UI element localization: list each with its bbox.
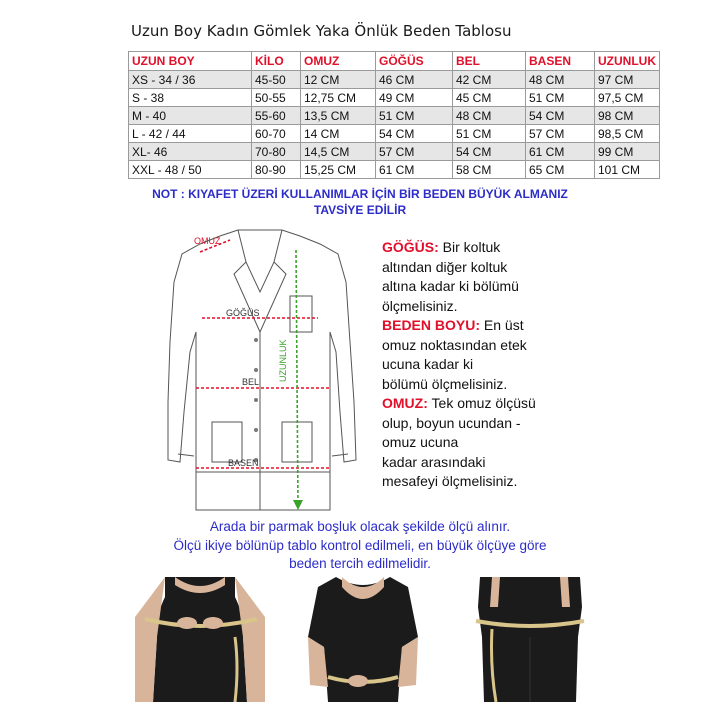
table-cell: 65 CM <box>526 161 595 179</box>
size-chart-table <box>128 51 660 179</box>
table-cell: 61 CM <box>526 143 595 161</box>
table-row <box>129 89 660 107</box>
table-header: BASEN <box>526 52 595 71</box>
table-cell: 57 CM <box>526 125 595 143</box>
desc-line: omuz ucuna <box>382 434 459 450</box>
table-header: UZUNLUK <box>595 52 660 71</box>
measurement-descriptions <box>382 238 572 492</box>
table-header: GÖĞÜS <box>376 52 453 71</box>
table-cell: 51 CM <box>526 89 595 107</box>
table-cell: 70-80 <box>252 143 301 161</box>
basen-label: BASEN <box>228 458 259 468</box>
table-row <box>129 107 660 125</box>
note-line-2: TAVSİYE EDİLİR <box>313 203 407 217</box>
table-cell: 60-70 <box>252 125 301 143</box>
table-cell: 49 CM <box>376 89 453 107</box>
table-cell: 51 CM <box>453 125 526 143</box>
table-cell: M - 40 <box>129 107 252 125</box>
table-cell: 101 CM <box>595 161 660 179</box>
table-cell: XL- 46 <box>129 143 252 161</box>
desc-line: BEDEN BOYU: En üst <box>382 317 524 333</box>
table-cell: 13,5 CM <box>301 107 376 125</box>
desc-line: omuz noktasından etek <box>382 336 527 353</box>
table-cell: 54 CM <box>453 143 526 161</box>
table-cell: 42 CM <box>453 71 526 89</box>
table-cell: 97 CM <box>595 71 660 89</box>
table-cell: 12,75 CM <box>301 89 376 107</box>
desc-line: altına kadar ki bölümü <box>382 278 519 294</box>
note-line-1: NOT : KIYAFET ÜZERİ KULLANIMLAR İÇİN BİR BEDEN BÜYÜK ALMANIZ <box>152 187 568 201</box>
coat-lapel <box>234 262 286 332</box>
table-header-row <box>129 52 660 71</box>
table-header: BEL <box>453 52 526 71</box>
uzunluk-label: UZUNLUK <box>278 339 288 382</box>
desc-line: mesafeyi ölçmelisiniz. <box>382 473 518 489</box>
advice-line-1: Arada bir parmak boşluk olacak şekilde ölçü alınır. <box>209 519 511 534</box>
table-row <box>129 143 660 161</box>
desc-line: ucuna kadar ki <box>382 356 474 372</box>
table-cell: XXL - 48 / 50 <box>129 161 252 179</box>
table-cell: 51 CM <box>376 107 453 125</box>
desc-line: bölümü ölçmelisiniz. <box>382 375 508 392</box>
table-cell: 15,25 CM <box>301 161 376 179</box>
waist-measure-photo <box>298 577 428 702</box>
table-header: UZUN BOY <box>129 52 252 71</box>
table-cell: S - 38 <box>129 89 252 107</box>
table-cell: 45 CM <box>453 89 526 107</box>
coat-collar <box>238 230 282 292</box>
desc-line: olup, boyun ucundan - <box>382 414 521 431</box>
table-cell: XS - 34 / 36 <box>129 71 252 89</box>
desc-line: ölçmelisiniz. <box>382 297 458 314</box>
table-cell: 61 CM <box>376 161 453 179</box>
table-cell: 55-60 <box>252 107 301 125</box>
table-cell: 57 CM <box>376 143 453 161</box>
table-header: KİLO <box>252 52 301 71</box>
table-cell: 46 CM <box>376 71 453 89</box>
page-title: Uzun Boy Kadın Gömlek Yaka Önlük Beden Tablosu <box>131 22 512 40</box>
table-cell: 48 CM <box>453 107 526 125</box>
omuz-label: OMUZ <box>194 236 221 246</box>
table-cell: 98,5 CM <box>595 125 660 143</box>
table-cell: 98 CM <box>595 107 660 125</box>
table-cell: 12 CM <box>301 71 376 89</box>
advice-line-3: beden tercih edilmelidir. <box>289 556 431 571</box>
bel-label: BEL <box>242 377 260 387</box>
table-cell: 14 CM <box>301 125 376 143</box>
table-cell: 80-90 <box>252 161 301 179</box>
table-cell: 45-50 <box>252 71 301 89</box>
desc-line: GÖĞÜS: Bir koltuk <box>382 239 501 255</box>
desc-line: altından diğer koltuk <box>382 258 508 275</box>
table-cell: 54 CM <box>376 125 453 143</box>
table-row <box>129 125 660 143</box>
desc-line: kadar arasındaki <box>382 453 486 470</box>
gogus-label: GÖĞÜS <box>226 308 260 318</box>
table-cell: 14,5 CM <box>301 143 376 161</box>
table-cell: 99 CM <box>595 143 660 161</box>
table-cell: 48 CM <box>526 71 595 89</box>
advice-line-2: Ölçü ikiye bölünüp tablo kontrol edilmeli, en büyük ölçüye göre <box>173 538 547 553</box>
hip-measure-photo <box>470 577 590 702</box>
desc-line: OMUZ: Tek omuz ölçüsü <box>382 395 536 411</box>
table-cell: L - 42 / 44 <box>129 125 252 143</box>
table-cell: 54 CM <box>526 107 595 125</box>
coat-measurement-diagram <box>160 222 360 522</box>
table-row <box>129 161 660 179</box>
table-header: OMUZ <box>301 52 376 71</box>
table-cell: 58 CM <box>453 161 526 179</box>
bust-measure-photo <box>135 577 265 702</box>
table-cell: 97,5 CM <box>595 89 660 107</box>
table-cell: 50-55 <box>252 89 301 107</box>
table-row <box>129 71 660 89</box>
